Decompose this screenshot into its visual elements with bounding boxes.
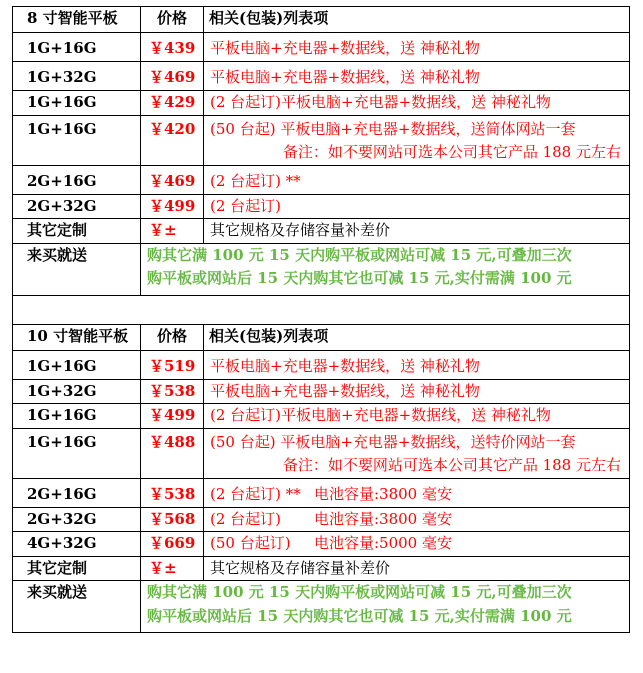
custom-label: 其它定制 — [27, 221, 88, 239]
battery-capacity: 电池容量:5000 毫安 — [314, 534, 452, 552]
promo-line2: 购平板或网站后 15 天内购其它也可减 15 元,实付需满 100 元 — [147, 269, 572, 287]
price-cell: ￥538 — [149, 381, 196, 400]
custom-row — [13, 219, 630, 244]
desc-cell: (2 台起订) — [210, 509, 282, 528]
table-row — [13, 507, 630, 532]
table-row — [13, 62, 630, 91]
price-cell: ￥499 — [149, 406, 196, 424]
promo-label: 来买就送 — [27, 245, 88, 264]
desc-cell: (2 台起订) ** — [210, 484, 301, 503]
table2-price-header: 价格 — [156, 326, 187, 345]
remark-cell: 备注：如不要网站可选本公司其它产品 188 元左右 — [282, 143, 621, 161]
table-row — [13, 350, 630, 379]
price-cell: ￥488 — [149, 432, 196, 451]
desc-cell: 平板电脑+充电器+数据线，送 神秘礼物 — [210, 381, 480, 400]
desc-cell: (2 台起订) ** — [210, 171, 301, 190]
table-row — [13, 91, 630, 116]
spec-cell: 1G+16G — [27, 119, 97, 138]
desc-cell: (2 台起订)平板电脑+充电器+数据线，送 神秘礼物 — [210, 406, 551, 424]
price-table — [12, 6, 630, 633]
price-cell: ￥538 — [149, 484, 196, 503]
promo-line2: 购平板或网站后 15 天内购其它也可减 15 元,实付需满 100 元 — [147, 606, 572, 625]
table2-desc-header: 相关(包装)列表项 — [209, 326, 329, 345]
remark-cell: 备注：如不要网站可选本公司其它产品 188 元左右 — [282, 456, 621, 474]
custom-price: ￥± — [149, 558, 177, 577]
spec-cell: 2G+16G — [27, 171, 97, 190]
promo-row — [13, 243, 630, 295]
spec-cell: 2G+16G — [27, 484, 97, 503]
table-row — [13, 194, 630, 219]
promo-line1: 购其它满 100 元 15 天内购平板或网站可减 15 元,可叠加三次 — [147, 583, 572, 601]
promo-line1: 购其它满 100 元 15 天内购平板或网站可减 15 元,可叠加三次 — [147, 245, 572, 264]
spec-cell: 1G+16G — [27, 356, 97, 375]
table-row — [13, 478, 630, 507]
table-row — [13, 379, 630, 404]
price-cell: ￥469 — [149, 171, 196, 190]
custom-desc: 其它规格及存储容量补差价 — [210, 221, 391, 239]
price-cell: ￥669 — [149, 534, 196, 552]
table-row — [13, 428, 630, 478]
table1-title: 8 寸智能平板 — [27, 9, 118, 27]
table1-price-header: 价格 — [156, 9, 187, 27]
spec-cell: 1G+32G — [27, 68, 97, 86]
promo-label: 来买就送 — [27, 583, 88, 601]
table-row — [13, 115, 630, 165]
custom-row — [13, 556, 630, 581]
table2-header-row — [13, 324, 630, 350]
price-cell: ￥499 — [149, 196, 196, 215]
desc-cell: (2 台起订)平板电脑+充电器+数据线，送 神秘礼物 — [210, 93, 551, 111]
desc-cell: (50 台起订) — [210, 534, 291, 552]
spec-cell: 2G+32G — [27, 196, 97, 215]
spec-cell: 1G+32G — [27, 381, 97, 400]
desc-cell: 平板电脑+充电器+数据线，送 神秘礼物 — [210, 68, 480, 86]
price-cell: ￥439 — [149, 39, 196, 57]
spec-cell: 1G+16G — [27, 93, 97, 111]
battery-capacity: 电池容量:3800 毫安 — [314, 509, 452, 528]
table2-title: 10 寸智能平板 — [27, 326, 129, 345]
spec-cell: 1G+16G — [27, 432, 97, 451]
battery-capacity: 电池容量:3800 毫安 — [314, 484, 452, 503]
table-row — [13, 404, 630, 429]
spec-cell: 4G+32G — [27, 534, 97, 552]
spec-cell: 1G+16G — [27, 406, 97, 424]
desc-cell: (50 台起) 平板电脑+充电器+数据线，送简体网站一套 — [210, 119, 576, 138]
price-cell: ￥429 — [149, 93, 196, 111]
promo-row — [13, 581, 630, 633]
desc-cell: 平板电脑+充电器+数据线，送 神秘礼物 — [210, 39, 480, 57]
spec-cell: 1G+16G — [27, 39, 97, 57]
price-cell: ￥519 — [149, 356, 196, 375]
desc-cell: (2 台起订) — [210, 196, 282, 215]
table1-header-row — [13, 7, 630, 33]
table1-desc-header: 相关(包装)列表项 — [209, 9, 329, 27]
spec-cell: 2G+32G — [27, 509, 97, 528]
table-row — [13, 33, 630, 62]
custom-desc: 其它规格及存储容量补差价 — [210, 558, 391, 577]
price-cell: ￥420 — [149, 119, 196, 138]
custom-price: ￥± — [149, 221, 177, 239]
price-cell: ￥469 — [149, 68, 196, 86]
table-row — [13, 165, 630, 194]
desc-cell: 平板电脑+充电器+数据线，送 神秘礼物 — [210, 356, 480, 375]
custom-label: 其它定制 — [27, 558, 88, 577]
table-spacer — [13, 295, 630, 324]
table-row — [13, 532, 630, 557]
desc-cell: (50 台起) 平板电脑+充电器+数据线，送特价网站一套 — [210, 432, 576, 451]
price-cell: ￥568 — [149, 509, 196, 528]
